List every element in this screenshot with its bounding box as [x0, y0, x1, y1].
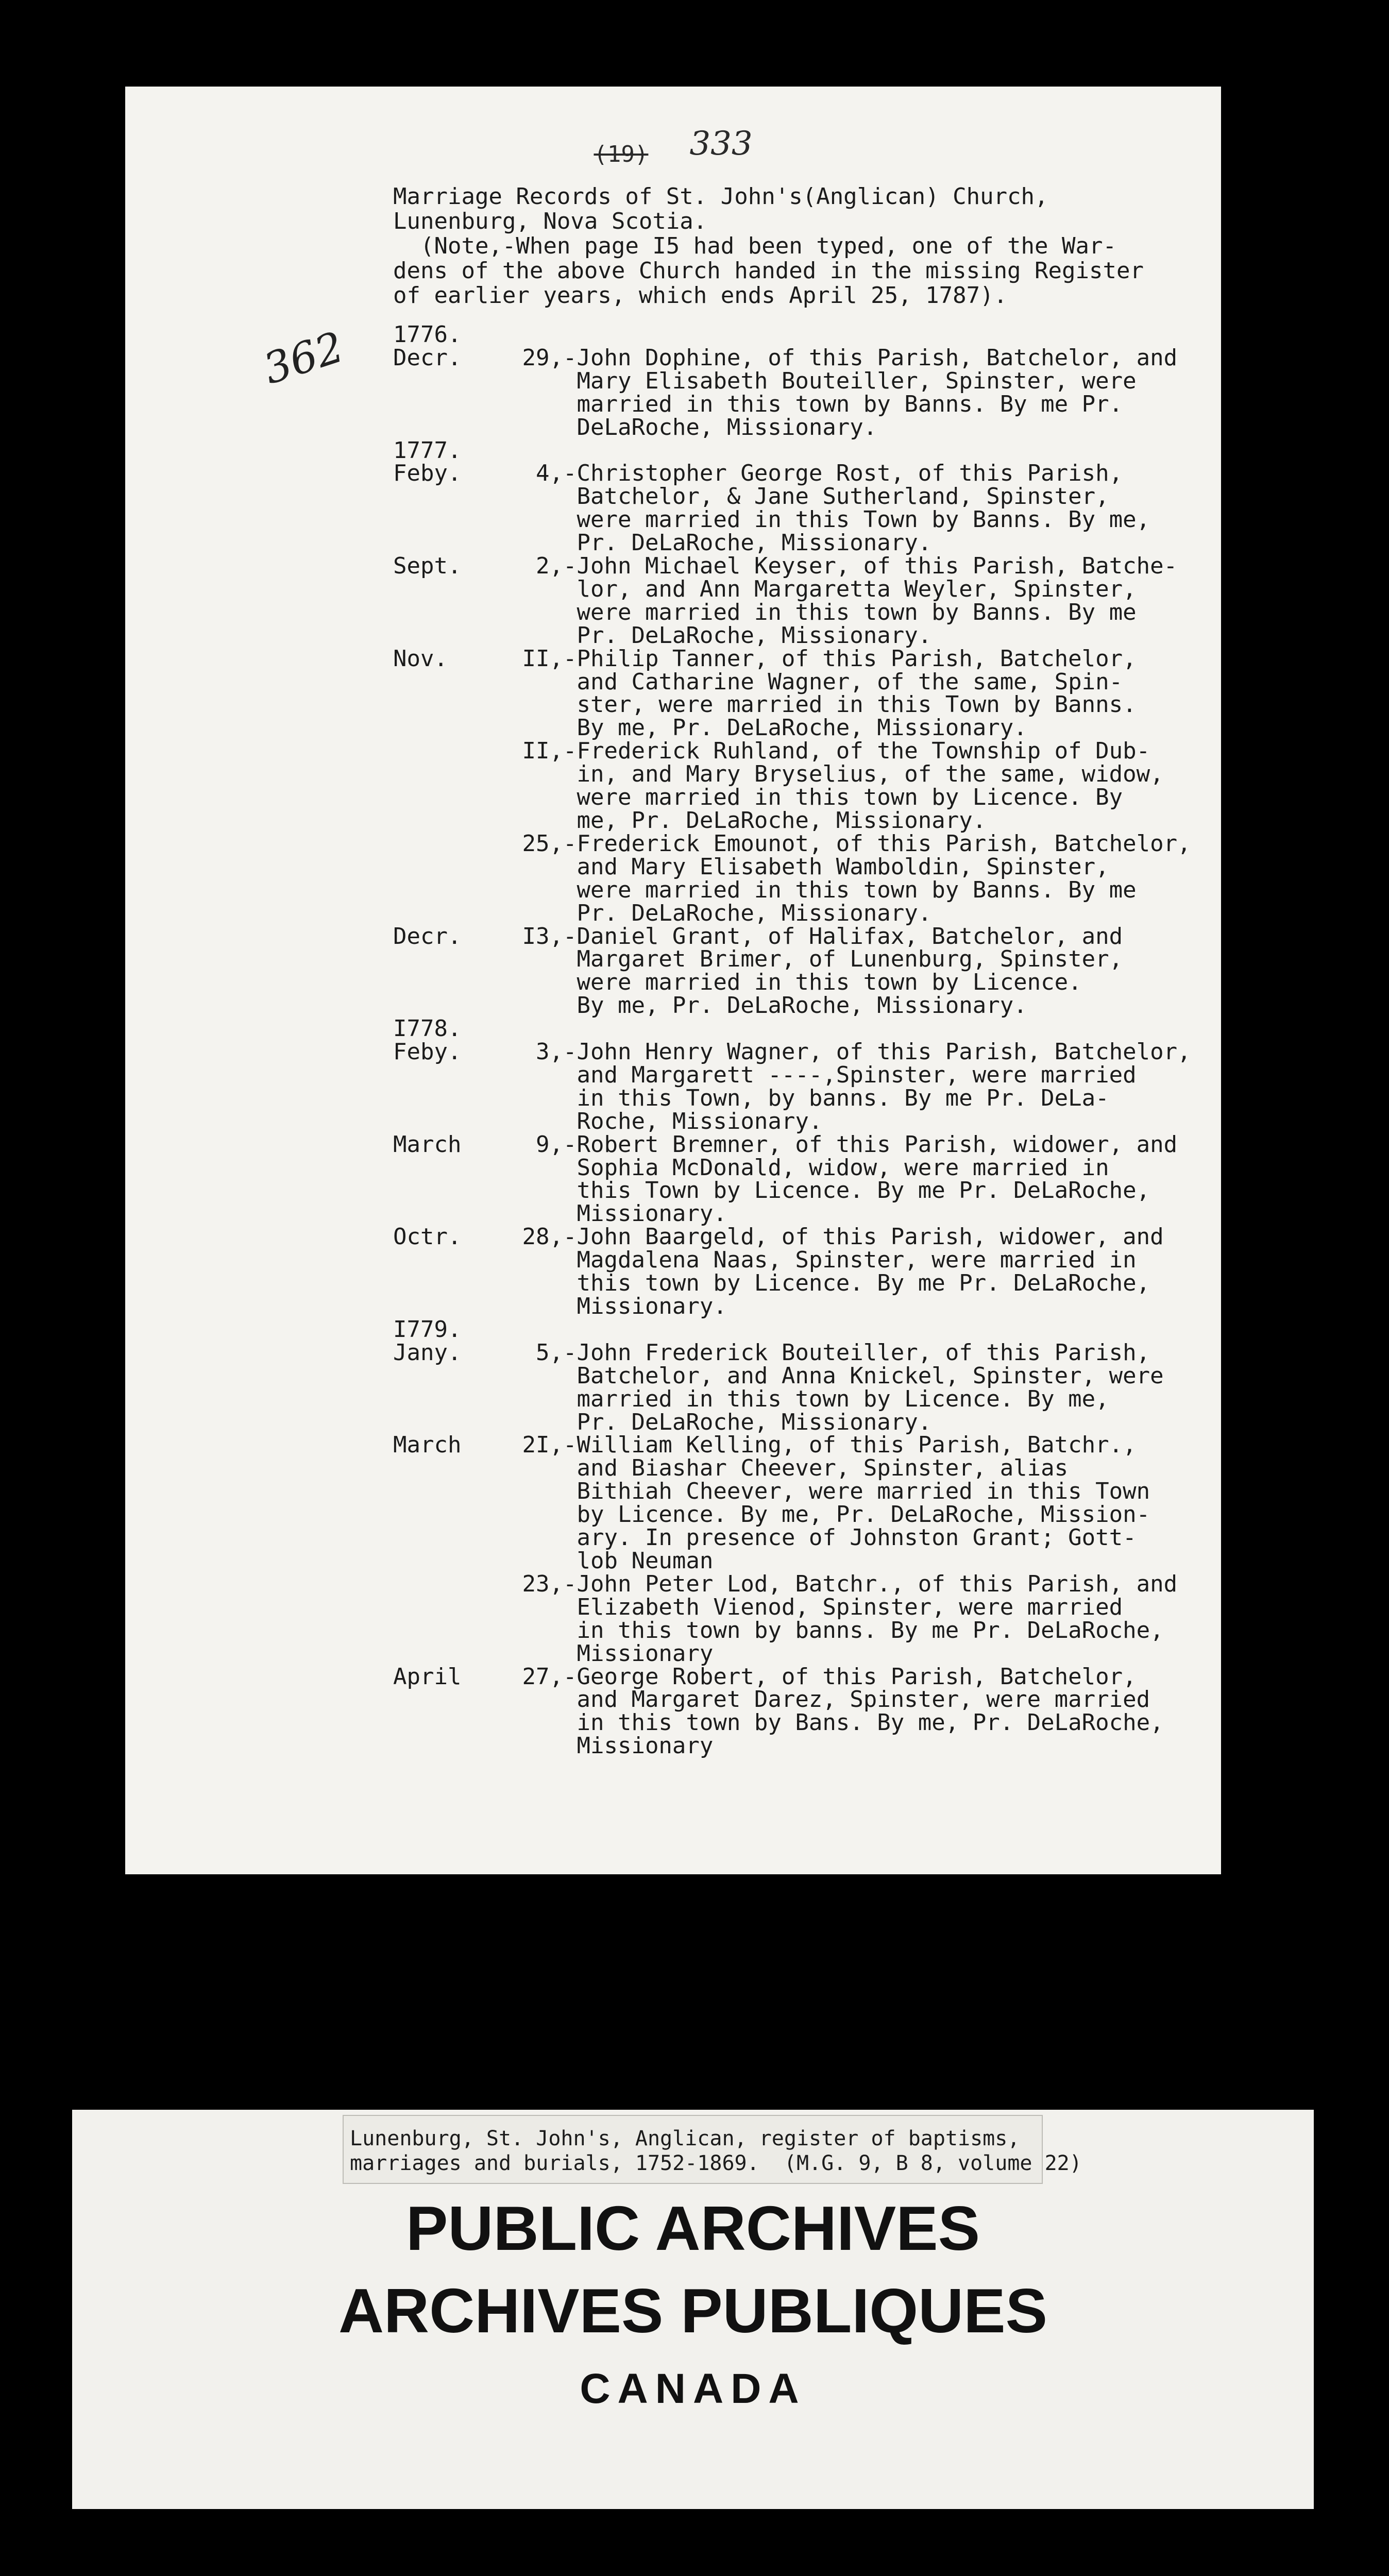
- entry-line: ary. In presence of Johnston Grant; Gott-: [563, 1524, 1137, 1551]
- entry-line: in this town by banns. By me Pr. DeLaRoche,: [563, 1617, 1164, 1643]
- entry-line: -Frederick Emounot, of this Parish, Batchelor,: [563, 830, 1191, 857]
- entry-line: -Daniel Grant, of Halifax, Batchelor, and: [563, 923, 1123, 950]
- entry-month: Octr.: [393, 1224, 462, 1250]
- entry-line: by Licence. By me, Pr. DeLaRoche, Mission-: [563, 1501, 1150, 1528]
- entry-line: in, and Mary Bryselius, of the same, widow,: [563, 761, 1164, 788]
- entry-line: lob Neuman: [563, 1547, 714, 1574]
- entry-line: were married in this town by Licence. By: [563, 784, 1123, 811]
- entry-line: By me, Pr. DeLaRoche, Missionary.: [563, 715, 1027, 741]
- entry-text: [563, 1226, 1164, 1318]
- entry-line: -Robert Bremner, of this Parish, widower, and: [563, 1131, 1178, 1158]
- entry-line: -William Kelling, of this Parish, Batchr.,: [563, 1432, 1137, 1459]
- entry-month: March: [393, 1131, 462, 1158]
- entry-day: 5,: [536, 1339, 563, 1366]
- entry-line: were married in this town by Banns. By me: [563, 876, 1137, 903]
- entry-day: 27,: [522, 1663, 563, 1690]
- entry-line: Pr. DeLaRoche, Missionary.: [563, 900, 932, 926]
- entry-line: ster, were married in this Town by Banns.: [563, 691, 1137, 718]
- entry-month: [393, 833, 519, 925]
- archive-heading-english: PUBLIC ARCHIVES: [406, 2193, 980, 2263]
- title-line: Marriage Records of St. John's(Anglican) Church,: [393, 183, 1048, 210]
- entry-month: March: [393, 1432, 462, 1459]
- marriage-entry: [393, 830, 1191, 926]
- record-page: [125, 87, 1221, 1874]
- entry-line: in this Town, by banns. By me Pr. DeLa-: [563, 1084, 1109, 1111]
- entry-day: 28,: [522, 1224, 563, 1250]
- entry-text: [563, 925, 1123, 1018]
- entry-line: were married in this town by Banns. By me: [563, 599, 1137, 625]
- marriage-entry: [393, 925, 1191, 1018]
- entry-text: [563, 1570, 1178, 1667]
- reference-text: [350, 2126, 1082, 2176]
- year-heading: I779.: [393, 1316, 462, 1343]
- record-title-block: [393, 184, 1269, 308]
- entry-month: Decr.: [393, 344, 462, 371]
- marriage-entry: [393, 1041, 1191, 1133]
- entry-line: -John Frederick Bouteiller, of this Parish,: [563, 1339, 1150, 1366]
- entry-month: Jany.: [393, 1339, 462, 1366]
- entry-day: II,: [522, 645, 563, 672]
- reference-line: marriages and burials, 1752-1869. (M.G. 9, B 8, volume 22): [350, 2151, 1082, 2175]
- entry-line: By me, Pr. DeLaRoche, Missionary.: [563, 992, 1027, 1019]
- title-line: Lunenburg, Nova Scotia.: [393, 208, 707, 234]
- marriage-entry: [393, 462, 1191, 555]
- entry-month: Feby.: [393, 1039, 462, 1065]
- entry-line: Bithiah Cheever, were married in this Town: [563, 1478, 1150, 1505]
- entry-day: 4,: [536, 460, 563, 487]
- title-line: dens of the above Church handed in the missing Register: [393, 258, 1144, 284]
- year-heading: 1777.: [393, 437, 462, 464]
- entry-line: married in this town by Licence. By me,: [563, 1385, 1109, 1412]
- marriage-entry: [393, 1339, 1191, 1435]
- entry-month: [393, 740, 519, 833]
- entry-month: Decr.: [393, 923, 462, 950]
- entry-line: lor, and Ann Margaretta Weyler, Spinster,: [563, 575, 1137, 602]
- entry-day: 23,: [522, 1570, 563, 1597]
- entry-text: [563, 740, 1164, 833]
- entry-month: [393, 1573, 519, 1666]
- handwritten-margin-note: 362: [258, 323, 350, 394]
- entry-line: and Mary Elisabeth Wamboldin, Spinster,: [563, 853, 1109, 880]
- marriage-entry: [393, 1226, 1191, 1318]
- entry-line: -John Baargeld, of this Parish, widower, and: [563, 1224, 1164, 1250]
- marriage-entry: [393, 1663, 1191, 1759]
- entry-day: 3,: [536, 1039, 563, 1065]
- struck-page-number: (19): [594, 141, 649, 167]
- entry-text: [563, 1041, 1191, 1133]
- entry-month: Feby.: [393, 460, 462, 487]
- entry-line: this Town by Licence. By me Pr. DeLaRoche,: [563, 1177, 1150, 1204]
- entry-line: were married in this Town by Banns. By me,: [563, 506, 1150, 533]
- entry-line: and Margarett ----,Spinster, were married: [563, 1061, 1137, 1088]
- entry-day: I3,: [522, 923, 563, 950]
- entry-line: -John Henry Wagner, of this Parish, Batchelor,: [563, 1039, 1191, 1065]
- entry-line: -John Dophine, of this Parish, Batchelor, and: [563, 344, 1178, 371]
- entry-day: 25,: [522, 830, 563, 857]
- entry-day: 29,: [522, 344, 563, 371]
- marriage-entry: [393, 344, 1191, 440]
- marriage-entry: [393, 1434, 1191, 1572]
- entry-text: [563, 830, 1191, 926]
- entry-day: 2,: [536, 553, 563, 580]
- page-number: [125, 125, 1221, 170]
- marriage-entries: [393, 321, 1191, 1759]
- handwritten-page-number: 333: [689, 125, 753, 163]
- entry-month: Nov.: [393, 645, 448, 672]
- entry-line: Magdalena Naas, Spinster, were married in: [563, 1247, 1137, 1274]
- entry-text: [563, 645, 1137, 741]
- entry-line: Pr. DeLaRoche, Missionary.: [563, 530, 932, 556]
- entry-line: Missionary.: [563, 1293, 727, 1320]
- reference-slip: [343, 2115, 1082, 2184]
- entry-line: Elizabeth Vienod, Spinster, were married: [563, 1594, 1123, 1620]
- title-line: of earlier years, which ends April 25, 1787).: [393, 282, 1008, 309]
- entry-line: -John Peter Lod, Batchr., of this Parish, and: [563, 1570, 1178, 1597]
- entry-line: -Christopher George Rost, of this Parish,: [563, 460, 1123, 487]
- entry-line: -Philip Tanner, of this Parish, Batchelor,: [563, 645, 1137, 672]
- entry-line: Missionary: [563, 1640, 714, 1667]
- entry-day: 9,: [536, 1131, 563, 1158]
- entry-text: [563, 1663, 1164, 1759]
- entry-line: Pr. DeLaRoche, Missionary.: [563, 622, 932, 649]
- entry-text: [563, 1339, 1164, 1435]
- archive-heading-french: ARCHIVES PUBLIQUES: [338, 2276, 1048, 2346]
- entry-line: Pr. DeLaRoche, Missionary.: [563, 1409, 932, 1435]
- marriage-entry: [393, 645, 1191, 741]
- entry-line: Roche, Missionary.: [563, 1108, 823, 1134]
- entry-line: Sophia McDonald, widow, were married in: [563, 1154, 1109, 1181]
- marriage-entry: [393, 740, 1191, 833]
- entry-text: [563, 462, 1150, 555]
- entry-text: [563, 1133, 1177, 1226]
- year-heading: I778.: [393, 1015, 462, 1042]
- entry-line: and Margaret Darez, Spinster, were married: [563, 1686, 1150, 1713]
- entry-text: [563, 344, 1178, 440]
- entry-day: 2I,: [522, 1432, 563, 1459]
- entry-line: married in this town by Banns. By me Pr.: [563, 391, 1123, 417]
- entry-line: Missionary: [563, 1733, 714, 1759]
- entry-line: in this town by Bans. By me, Pr. DeLaRoche,: [563, 1709, 1164, 1736]
- entry-month: April: [393, 1663, 462, 1690]
- entry-line: -Frederick Ruhland, of the Township of Dub-: [563, 738, 1150, 765]
- entry-text: [563, 555, 1177, 648]
- marriage-entry: [393, 1133, 1191, 1226]
- entry-line: -John Michael Keyser, of this Parish, Batche-: [563, 553, 1178, 580]
- entry-line: Margaret Brimer, of Lunenburg, Spinster,: [563, 946, 1123, 973]
- entry-text: [563, 1434, 1150, 1572]
- archive-heading-country: CANADA: [580, 2365, 806, 2412]
- marriage-entry: [393, 555, 1191, 648]
- entry-line: Missionary.: [563, 1200, 727, 1227]
- title-line: (Note,-When page I5 had been typed, one of the War-: [393, 233, 1116, 259]
- entry-line: DeLaRoche, Missionary.: [563, 414, 877, 440]
- entry-line: and Biashar Cheever, Spinster, alias: [563, 1455, 1069, 1482]
- entry-line: Batchelor, & Jane Sutherland, Spinster,: [563, 483, 1109, 510]
- entry-line: were married in this town by Licence.: [563, 969, 1082, 996]
- entry-line: -George Robert, of this Parish, Batchelor,: [563, 1663, 1137, 1690]
- entry-line: and Catharine Wagner, of the same, Spin-: [563, 668, 1123, 695]
- entry-line: me, Pr. DeLaRoche, Missionary.: [563, 807, 987, 834]
- reference-line: Lunenburg, St. John's, Anglican, register of baptisms,: [350, 2127, 1020, 2150]
- year-heading: 1776.: [393, 321, 462, 348]
- entry-line: Mary Elisabeth Bouteiller, Spinster, were: [563, 367, 1137, 394]
- entry-line: Batchelor, and Anna Knickel, Spinster, were: [563, 1362, 1164, 1389]
- marriage-entry: [393, 1570, 1191, 1667]
- entry-day: II,: [522, 738, 563, 765]
- archive-card: [72, 2110, 1314, 2509]
- entry-line: this town by Licence. By me Pr. DeLaRoche,: [563, 1270, 1150, 1297]
- entry-month: Sept.: [393, 553, 462, 580]
